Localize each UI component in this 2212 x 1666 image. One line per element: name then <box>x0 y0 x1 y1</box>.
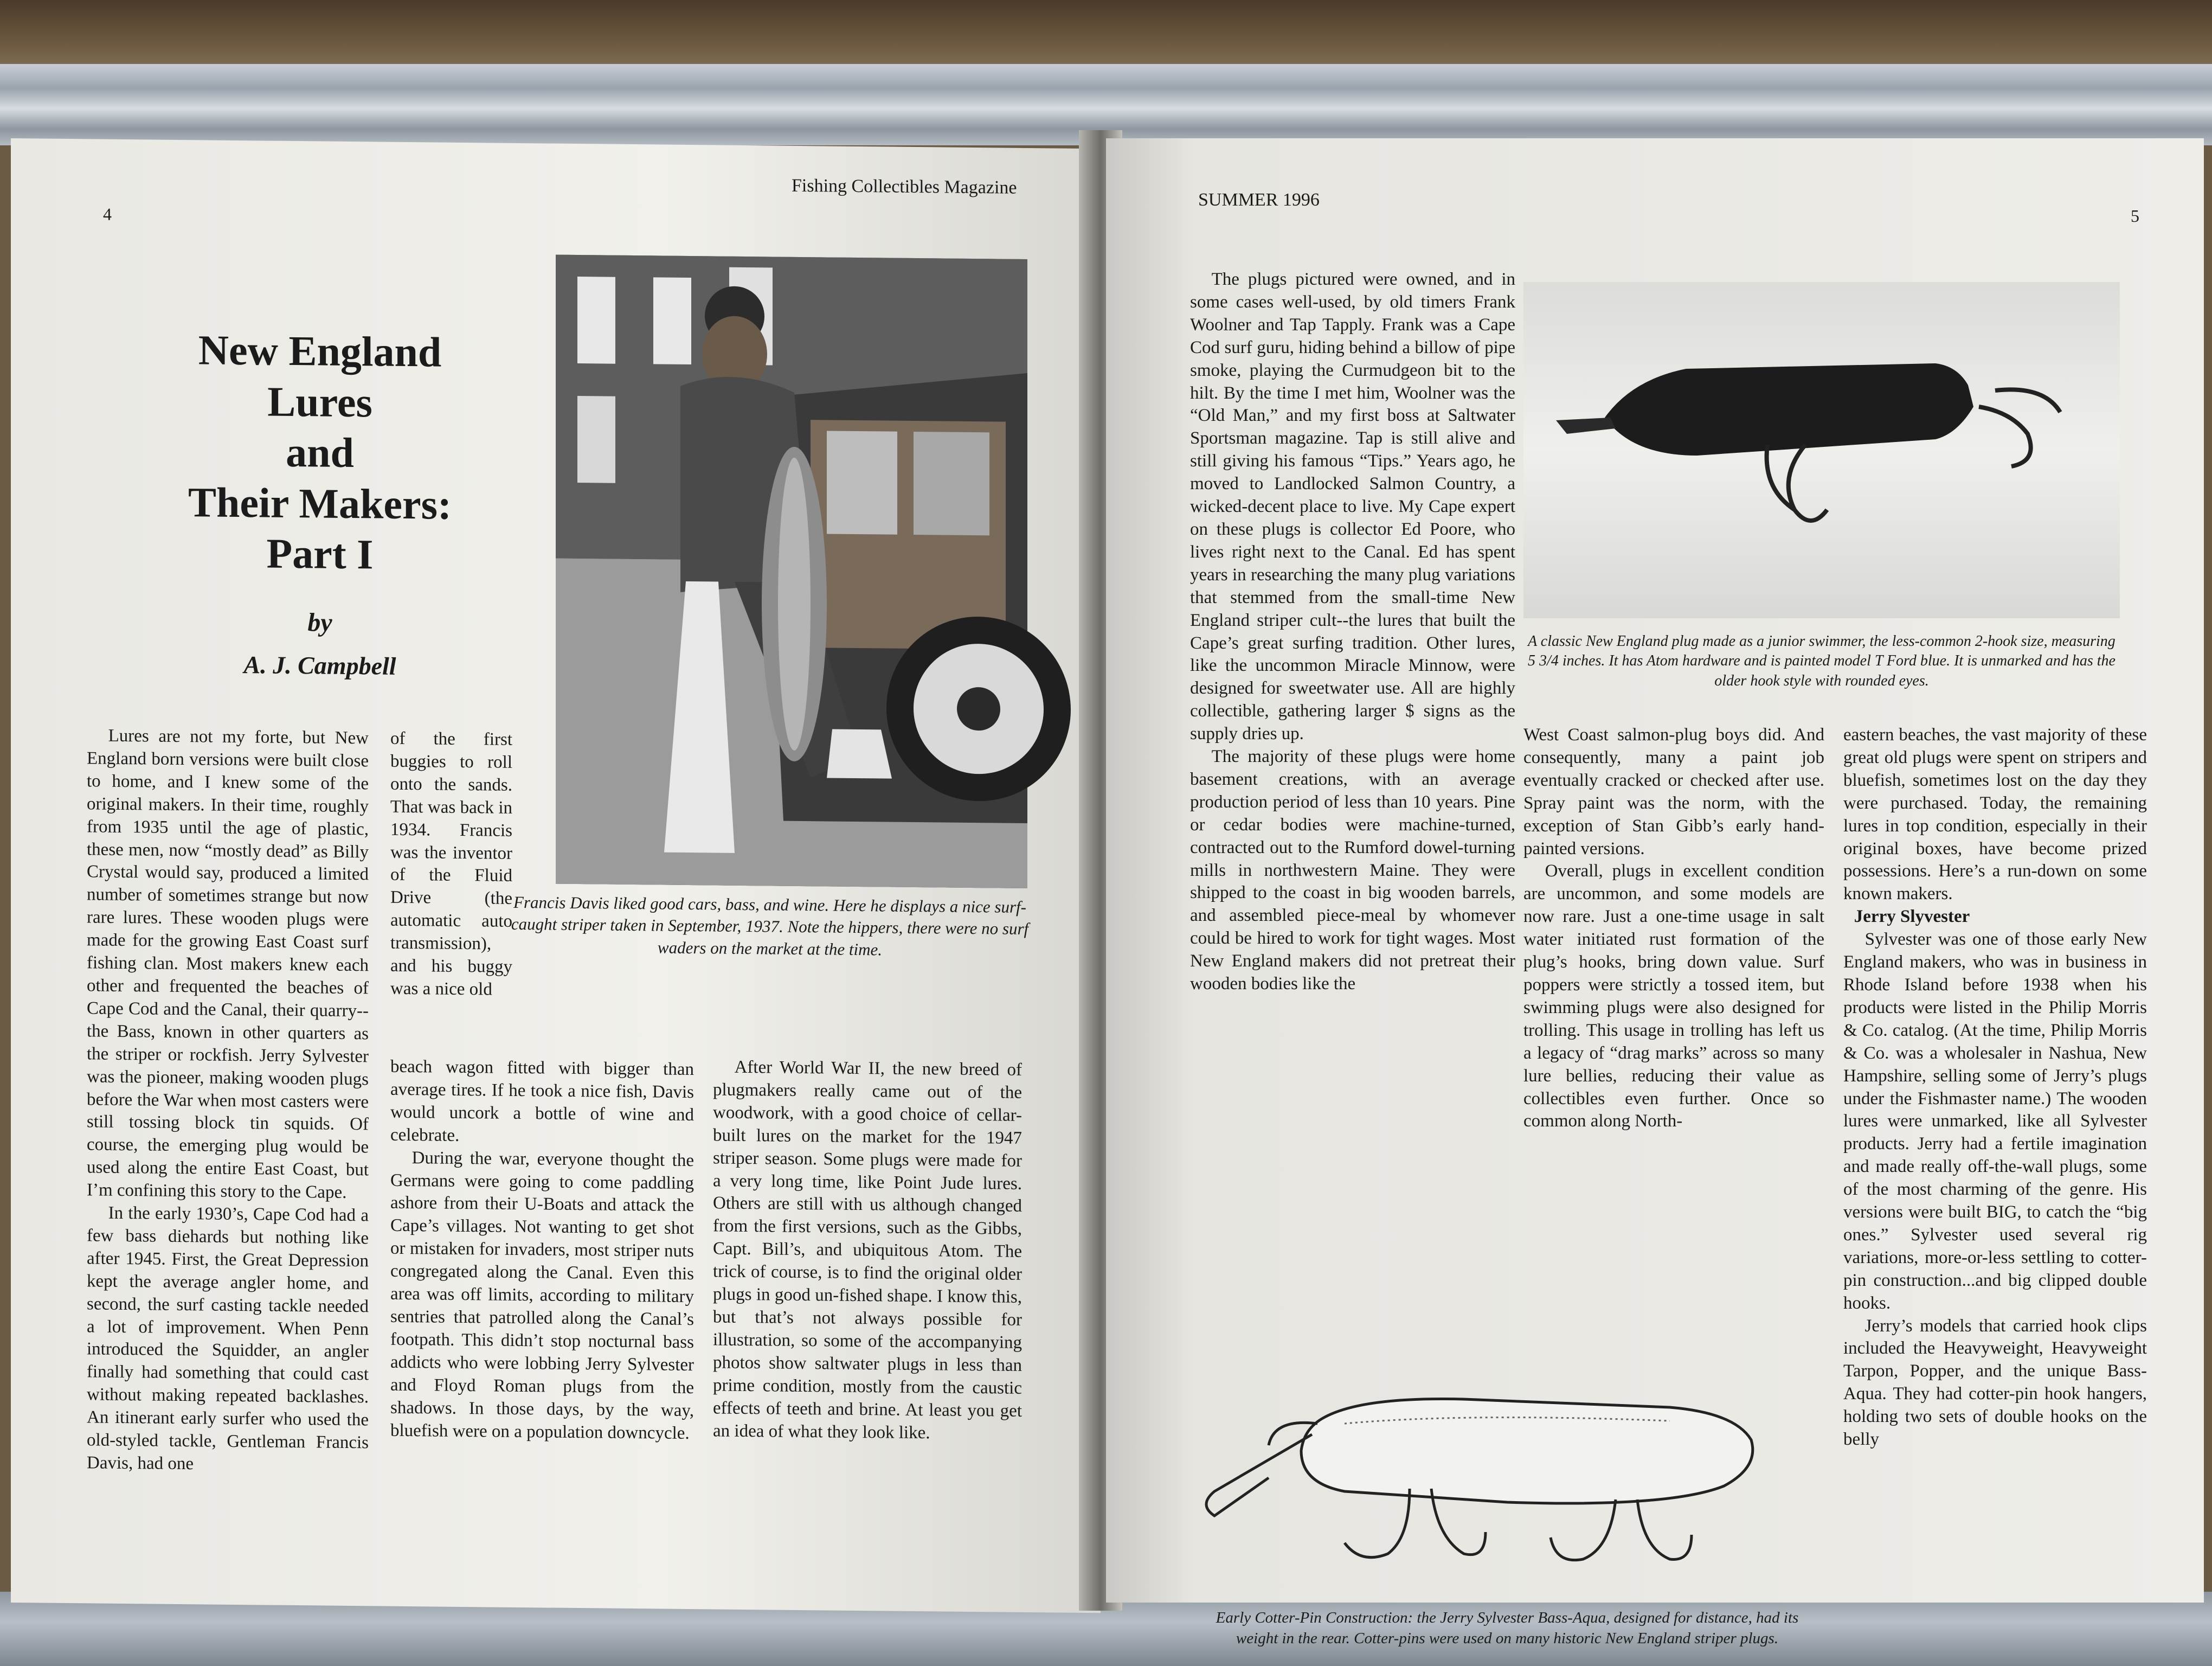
photo-caption: Francis Davis liked good cars, bass, and wine. Here he displays a nice surf-caught striper taken in September, 1937. Note the hippers, there were no surf waders on the market at the time. <box>511 892 1029 959</box>
paragraph: of the first buggies to roll onto the sands. That was back in 1934. Francis was the inventor of the Fluid Drive (the automatic auto transmission), and his buggy was a nice old <box>390 728 512 999</box>
article-column-2 <box>390 1056 694 1445</box>
classic-plug-photo <box>1523 282 2120 618</box>
running-head: Fishing Collectibles Magazine <box>792 175 1017 198</box>
plug-photo-caption: A classic New England plug made as a junior swimmer, the less-common 2-hook size, measuring 5 3/4 inches. It has Atom hardware and is painted model T Ford blue. It is unmarked and has the older hook style with rounded eyes. <box>1528 633 2115 689</box>
byline: by <box>307 608 332 637</box>
paragraph: eastern beaches, the vast majority of these great old plugs were spent on stripers and bluefish, sometimes lost on the day they were purchased. Today, the remaining lures in top condition, especially in their original boxes, have become prized possessions. Here’s a run-down on some known makers. <box>1843 725 2147 904</box>
title-line: and <box>286 428 354 477</box>
page-number: 5 <box>2131 206 2139 226</box>
paragraph: The plugs pictured were owned, and in some cases well-used, by old timers Frank Woolner and Tap Tapply. Frank was a Cape Cod surf guru, hiding behind a billow of pipe smoke, playing the Curmudgeon bit to the hilt. By the time I met him, Woolner was the “Old Man,” and my first boss at Saltwater Sportsman magazine. Tap is still alive and still giving his famous “Tips.” Years ago, he moved to Landlocked Salmon Country, a wicked-decent place to live. My Cape expert on these plugs is collector Ed Poore, who lives right next to the Canal. Ed has spent years in researching the many plug variations that stemmed from the small-time New England striper cult--the lures that built the Cape’s great surfing tradition. Other lures, like the uncommon Miracle Minnow, were designed for sweetwater use. All are highly collectible, gathering larger $ signs as the supply dries up. <box>1190 270 1515 744</box>
article-column-2 <box>1523 724 1824 1133</box>
article-column-3 <box>1843 724 2147 1451</box>
paragraph: Jerry’s models that carried hook clips included the Heavyweight, Heavyweight Tarpon, Popper, and the unique Bass-Aqua. They had cotter-pin hook hangers, holding two sets of double hooks on the belly <box>1843 1316 2147 1450</box>
drawing-caption: Early Cotter-Pin Construction: the Jerry Sylvester Bass-Aqua, designed for distance, had its weight in the rear. Cotter-pins were used on many historic New England striper plugs. <box>1216 1609 1799 1647</box>
article-title <box>136 324 504 581</box>
article-column-1 <box>87 725 369 1477</box>
article-column-3 <box>713 1056 1022 1445</box>
left-page <box>11 138 1101 1613</box>
page-number: 4 <box>103 204 112 224</box>
bass-aqua-line-art <box>1182 1359 1816 1592</box>
title-line: Part I <box>266 529 374 578</box>
paragraph: The majority of these plugs were home basement creations, with an average production period of less than 10 years. Pine or cedar bodies were machine-turned, contracted out to the Rumford dowel-turning mills in northwestern Maine. They were shipped to the coast in big wooden barrels, and assembled piece-meal by whomever could be hired to work for tight wages. Most New England makers did not pretreat their wooden bodies like the <box>1190 747 1515 994</box>
paragraph: Overall, plugs in excellent condition are uncommon, and some models are now rare. Just a one-time usage in salt water initiated rust formation of the plug’s hooks, bring down value. Surf poppers were strictly a tossed item, but swimming plugs were also designed for trolling. This usage in trolling has left us a legacy of “drag marks” across so many lure bellies, reducing their value as collectibles even further. Once so common along North- <box>1523 861 1824 1131</box>
paragraph: During the war, everyone thought the Germans were going to come paddling ashore from their U-Boats and attack the Cape’s villages. Not wanting to get shot or mistaken for invaders, most striper nuts congregated along the Canal. Even this area was off limits, according to military sentries that patrolled along the Canal’s footpath. This didn’t stop nocturnal bass addicts who were lobbing Jerry Sylvester and Floyd Roman plugs from the shadows. In those days, by the way, bluefish were on a population downcycle. <box>390 1148 694 1443</box>
running-head: SUMMER 1996 <box>1198 190 1320 210</box>
article-column-1 <box>1190 268 1515 996</box>
title-line: New England <box>198 326 442 376</box>
paragraph: In the early 1930’s, Cape Cod had a few bass diehards but nothing like after 1945. First, the Great Depression kept the average angler home, and second, the surf casting tackle needed a lot of improvement. When Penn introduced the Squidder, an angler finally had something that could cast without making repeated backlashes. An itinerant early surfer who used the old-styled tackle, Gentleman Francis Davis, had one <box>87 1203 369 1474</box>
section-subhead: Jerry Slyvester <box>1854 907 1970 927</box>
right-page <box>1106 138 2204 1647</box>
paragraph: Lures are not my forte, but New England born versions were built close to home, and I knew some of the original makers. In their time, roughly from 1935 until the age of plastic, these men, now “mostly dead” as Billy Crystal would say, produced a limited number of sometimes strange but now rare lures. These wooden plugs were made for the growing East Coast surf fishing clan. Most makers knew each other and frequented the beaches of Cape Cod and the Canal, their quarry--the Bass, known in other quarters as the striper or rockfish. Jerry Sylvester was the pioneer, making wooden plugs before the War when most casters were still tossing block tin squids. Of course, the emerging plug would be used along the entire East Coast, but I’m confining this story to the Cape. <box>87 726 369 1203</box>
paragraph: West Coast salmon-plug boys did. And consequently, many a paint job eventually cracked or checked after use. Spray paint was the norm, with the exception of Stan Gibb’s early hand-painted versions. <box>1523 725 1824 858</box>
francis-davis-photo <box>556 255 1027 888</box>
paragraph: beach wagon fitted with bigger than average tires. If he took a nice fish, Davis would uncork a bottle of wine and celebrate. <box>390 1056 694 1145</box>
bass-aqua-drawing <box>1182 1359 1816 1592</box>
article-column-2-narrow <box>390 728 512 1002</box>
title-line: Their Makers: <box>188 478 452 528</box>
francis-davis-photo-image <box>556 255 1027 888</box>
paragraph: Sylvester was one of those early New England makers, who was in business in Rhode Island before 1938 when his products were listed in the Philip Morris & Co. catalog. (At the time, Philip Morris & Co. was a wholesaler in Nashua, New Hampshire, selling some of Jerry’s plugs under the Fishmaster name.) The wooden lures were unmarked, like all Sylvester products. Jerry had a fertile imagination and made really off-the-wall plugs, some of the most charming of the genre. His versions were built BIG, to catch the “big ones.” Sylvester used several rig variations, more-or-less settling to cotter-pin construction...and big clipped double hooks. <box>1843 930 2147 1313</box>
title-line: Lures <box>267 377 372 426</box>
author-name: A. J. Campbell <box>243 651 396 680</box>
paragraph: After World War II, the new breed of plugmakers really came out of the woodwork, with a good choice of cellar-built lures on the market for the 1947 striper season. Some plugs were made for a very long time, like Point Jude lures. Others are still with us although changed from the first versions, such as the Gibbs, Capt. Bill’s, and ubiquitous Atom. The trick of course, is to find the original older plugs in good un-fished shape. I know this, but that’s not always possible for illustration, so some of the accompanying photos show saltwater plugs in less than prime condition, mostly from the caustic effects of teeth and brine. At least you get an idea of what they look like. <box>713 1057 1022 1443</box>
plug-image <box>1523 282 2120 618</box>
